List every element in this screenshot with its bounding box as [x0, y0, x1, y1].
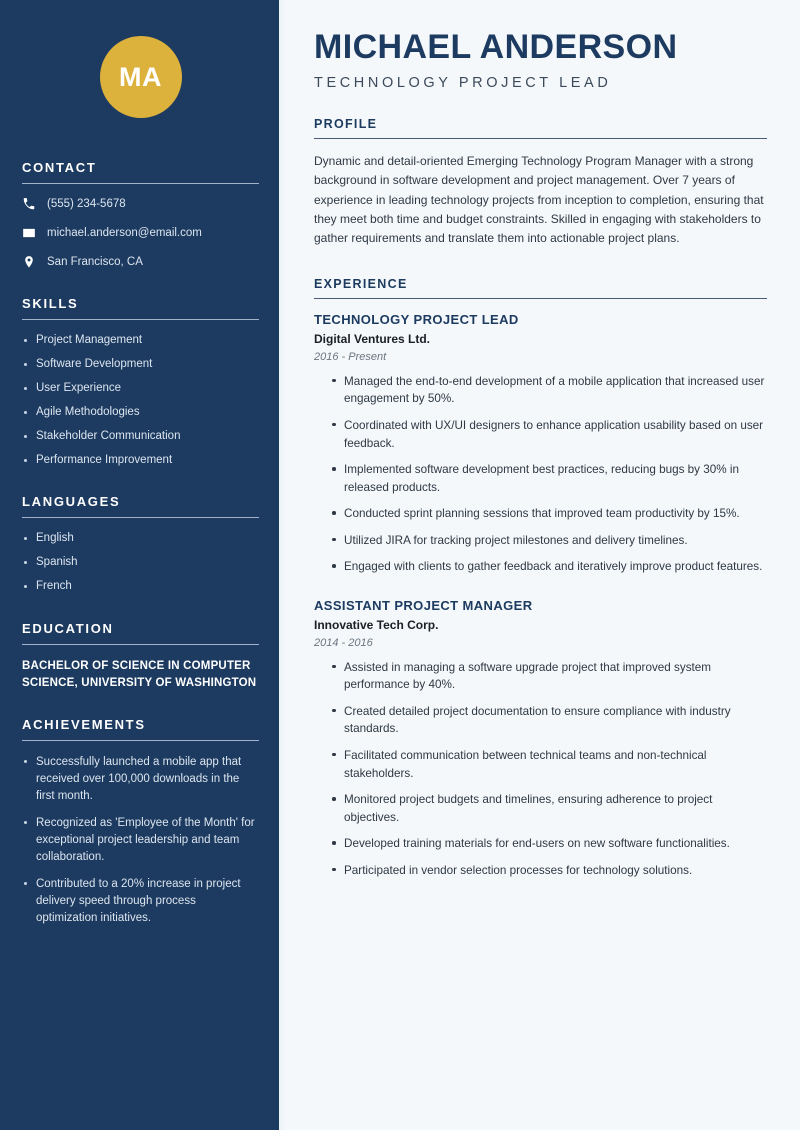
list-item: Developed training materials for end-users on new software functionalities.	[332, 835, 767, 853]
phone-icon	[22, 197, 36, 211]
list-item: Agile Methodologies	[22, 405, 259, 421]
list-item: Software Development	[22, 357, 259, 373]
job-dates: 2016 - Present	[314, 350, 387, 363]
skills-section	[22, 296, 259, 469]
languages-divider	[22, 517, 259, 518]
list-item: English	[22, 531, 259, 547]
languages-section	[22, 494, 259, 595]
profile-divider	[314, 138, 767, 139]
achievements-divider	[22, 740, 259, 741]
profile-section	[314, 117, 767, 249]
list-item: Contributed to a 20% increase in project delivery speed through process optimization initiatives.	[22, 876, 259, 926]
experience-divider	[314, 298, 767, 299]
profile-text: Dynamic and detail-oriented Emerging Technology Program Manager with a strong background in software development and project management. Over 7 years of experience in leading technology projects from inception to completion, ensuring that they meet both time and budget constraints. Skilled in engaging with stakeholders to gather requirements and translate them into actionable project plans.	[314, 153, 764, 246]
job-company: Innovative Tech Corp.	[314, 617, 439, 632]
experience-entry	[314, 598, 767, 879]
list-item: Project Management	[22, 333, 259, 349]
avatar-container	[22, 0, 259, 160]
achievements-heading: ACHIEVEMENTS	[22, 717, 146, 733]
achievements-list	[22, 754, 259, 926]
job-dates: 2014 - 2016	[314, 636, 373, 649]
list-item: Recognized as 'Employee of the Month' for exceptional project leadership and team collaboration.	[22, 815, 259, 865]
list-item: Utilized JIRA for tracking project milestones and delivery timelines.	[332, 532, 767, 550]
languages-list	[22, 531, 259, 595]
job-company: Digital Ventures Ltd.	[314, 331, 431, 346]
list-item: Stakeholder Communication	[22, 429, 259, 445]
list-item: Managed the end-to-end development of a mobile application that increased user engagement by 50%.	[332, 373, 767, 408]
education-degree: BACHELOR OF SCIENCE IN COMPUTER SCIENCE, UNIVERSITY OF WASHINGTON	[22, 659, 257, 689]
contact-email-row[interactable]	[22, 226, 259, 241]
list-item: User Experience	[22, 381, 259, 397]
list-item: Engaged with clients to gather feedback and iteratively improve product features.	[332, 558, 767, 576]
experience-section	[314, 277, 767, 879]
list-item: Implemented software development best practices, reducing bugs by 30% in released products.	[332, 461, 767, 496]
skills-heading: SKILLS	[22, 295, 79, 311]
achievements-section	[22, 717, 259, 926]
list-item: French	[22, 579, 259, 595]
contact-location-value: San Francisco, CA	[47, 255, 143, 268]
education-section	[22, 621, 259, 691]
contact-email-value: michael.anderson@email.com	[47, 226, 202, 239]
main-column	[283, 0, 800, 1130]
profile-heading: PROFILE	[314, 116, 378, 131]
list-item: Facilitated communication between technical teams and non-technical stakeholders.	[332, 747, 767, 782]
list-item: Conducted sprint planning sessions that improved team productivity by 15%.	[332, 505, 767, 523]
sidebar	[0, 0, 279, 1130]
job-title: TECHNOLOGY PROJECT LEAD	[314, 311, 519, 327]
contact-divider	[22, 183, 259, 184]
contact-heading: CONTACT	[22, 160, 97, 175]
list-item: Coordinated with UX/UI designers to enhance application usability based on user feedback.	[332, 417, 767, 452]
list-item: Successfully launched a mobile app that received over 100,000 downloads in the first month.	[22, 754, 259, 804]
job-header	[314, 598, 767, 649]
page-subtitle: TECHNOLOGY PROJECT LEAD	[314, 74, 612, 91]
list-item: Participated in vendor selection processes for technology solutions.	[332, 862, 767, 880]
education-divider	[22, 644, 259, 645]
education-heading: EDUCATION	[22, 620, 114, 636]
job-bullets	[314, 373, 767, 576]
list-item: Created detailed project documentation to ensure compliance with industry standards.	[332, 703, 767, 738]
experience-heading: EXPERIENCE	[314, 276, 408, 291]
contact-location-row[interactable]	[22, 255, 259, 270]
job-bullets	[314, 659, 767, 879]
contact-phone-value: (555) 234-5678	[47, 198, 126, 210]
list-item: Monitored project budgets and timelines, ensuring adherence to project objectives.	[332, 791, 767, 826]
skills-divider	[22, 319, 259, 320]
experience-entry	[314, 312, 767, 576]
avatar-initials: MA	[100, 36, 182, 118]
skills-list	[22, 333, 259, 469]
location-pin-icon	[22, 255, 36, 269]
email-icon	[22, 226, 36, 240]
languages-heading: LANGUAGES	[22, 494, 121, 510]
contact-phone-row[interactable]	[22, 197, 259, 212]
job-title: ASSISTANT PROJECT MANAGER	[314, 597, 533, 613]
list-item: Spanish	[22, 555, 259, 571]
job-header	[314, 312, 767, 363]
list-item: Performance Improvement	[22, 453, 259, 469]
list-item: Assisted in managing a software upgrade project that improved system performance by 40%.	[332, 659, 767, 694]
page-title: MICHAEL ANDERSON	[314, 28, 678, 66]
contact-section	[22, 160, 259, 270]
